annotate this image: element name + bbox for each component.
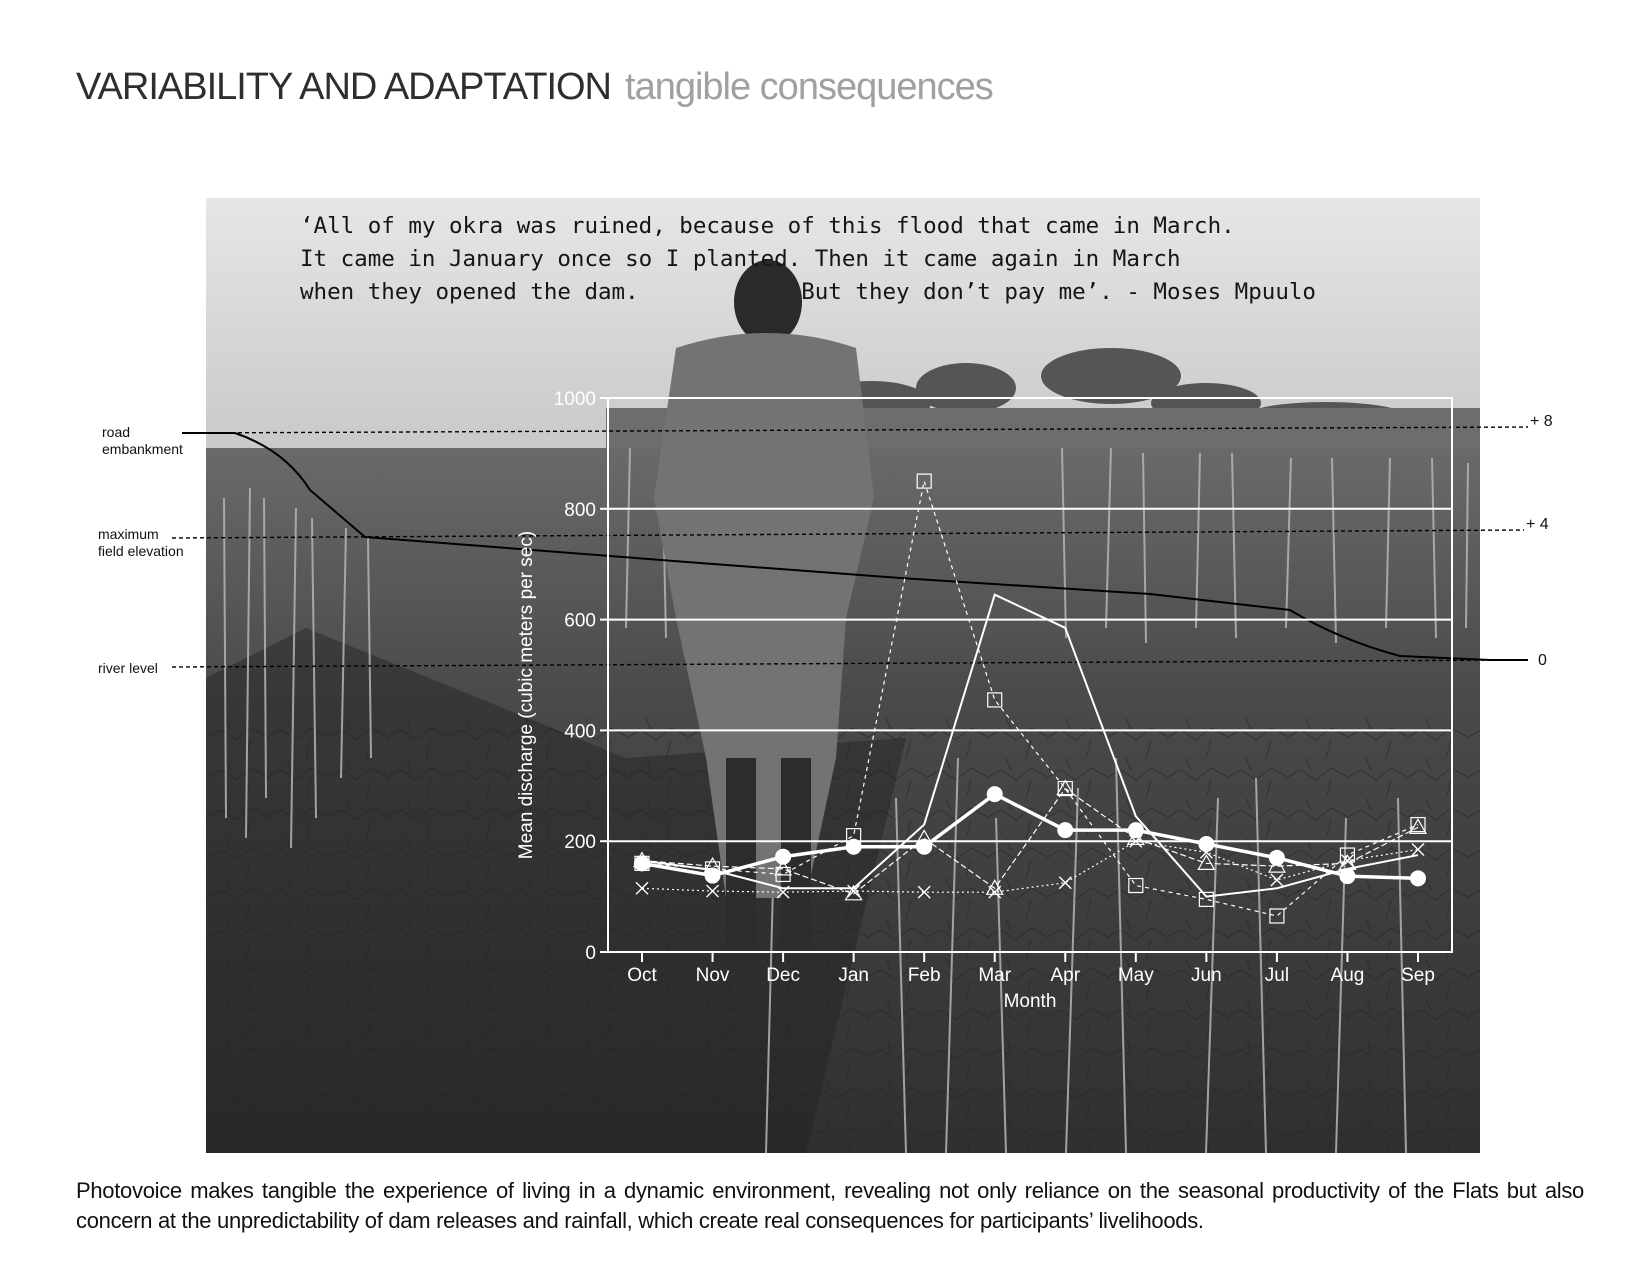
y-tick-label: 400	[564, 721, 596, 743]
data-point-cross	[1271, 874, 1283, 886]
x-tick-label: Mar	[978, 965, 1012, 986]
ground-profile-line	[182, 433, 1528, 660]
data-point-cross	[636, 882, 648, 894]
data-point-circle	[987, 786, 1003, 802]
data-point-square	[1129, 879, 1143, 893]
discharge-chart	[516, 389, 1452, 1012]
x-axis-label: Month	[1003, 991, 1057, 1012]
caption: Photovoice makes tangible the experience of living in a dynamic environment, revealing not only reliance on the seasonal productivity of the Flats but also concern at the unpredictability of dam releases and rainfall, which create real consequences for participants’ livelihoods.	[76, 1178, 1584, 1233]
data-point-square	[988, 693, 1002, 707]
y-tick-label: 800	[564, 499, 596, 521]
quote-line-2: It came in January once so I planted. Then it came again in March	[300, 246, 1181, 272]
x-tick-label: Jun	[1191, 965, 1222, 986]
road-embankment-label: road embankment	[102, 424, 183, 457]
y-tick-label: 1000	[553, 389, 596, 410]
x-tick-label: Dec	[766, 965, 800, 986]
river-guide-line	[172, 660, 1520, 667]
elevation-road: + 8	[1530, 413, 1553, 430]
y-tick-label: 600	[564, 610, 596, 632]
x-tick-label: Sep	[1401, 965, 1435, 986]
data-point-triangle	[1057, 781, 1073, 795]
series-line-2	[642, 481, 1418, 916]
data-point-circle	[775, 849, 791, 865]
data-point-circle	[846, 839, 862, 855]
data-point-circle	[1410, 870, 1426, 886]
x-tick-label: Feb	[907, 965, 941, 986]
x-tick-label: Oct	[627, 965, 657, 986]
quote-line-3: when they opened the dam. But they don’t pay me’. - Moses Mpuulo	[300, 279, 1316, 305]
road-guide-line	[182, 427, 1528, 433]
elevation-river: 0	[1538, 652, 1547, 669]
title-subtitle: tangible consequences	[625, 66, 993, 108]
data-point-square	[917, 474, 931, 488]
quote-line-1: ‘All of my okra was ruined, because of this flood that came in March.	[300, 213, 1235, 239]
x-tick-label: May	[1117, 965, 1154, 986]
title-main: VARIABILITY AND ADAPTATION	[76, 66, 612, 108]
elevation-profile	[172, 427, 1528, 667]
data-point-square	[1199, 892, 1213, 906]
data-point-cross	[1059, 877, 1071, 889]
data-point-square	[1270, 909, 1284, 923]
data-point-circle	[1198, 836, 1214, 852]
series-line-4	[642, 841, 1418, 892]
river-level-label: river level	[98, 660, 158, 676]
field-elevation-label: maximum field elevation	[98, 526, 184, 559]
elevation-field: + 4	[1526, 516, 1549, 533]
x-tick-label: Aug	[1330, 965, 1365, 986]
x-tick-label: Jan	[838, 965, 869, 986]
y-tick-label: 0	[585, 943, 596, 964]
x-tick-label: Apr	[1050, 965, 1081, 986]
data-point-circle	[1057, 822, 1073, 838]
x-tick-label: Nov	[695, 965, 730, 986]
x-tick-label: Jul	[1264, 965, 1290, 986]
y-tick-label: 200	[564, 832, 596, 854]
y-axis-label: Mean discharge (cubic meters per sec)	[516, 530, 537, 860]
data-point-cross	[1412, 844, 1424, 856]
series-line-1	[642, 595, 1418, 897]
